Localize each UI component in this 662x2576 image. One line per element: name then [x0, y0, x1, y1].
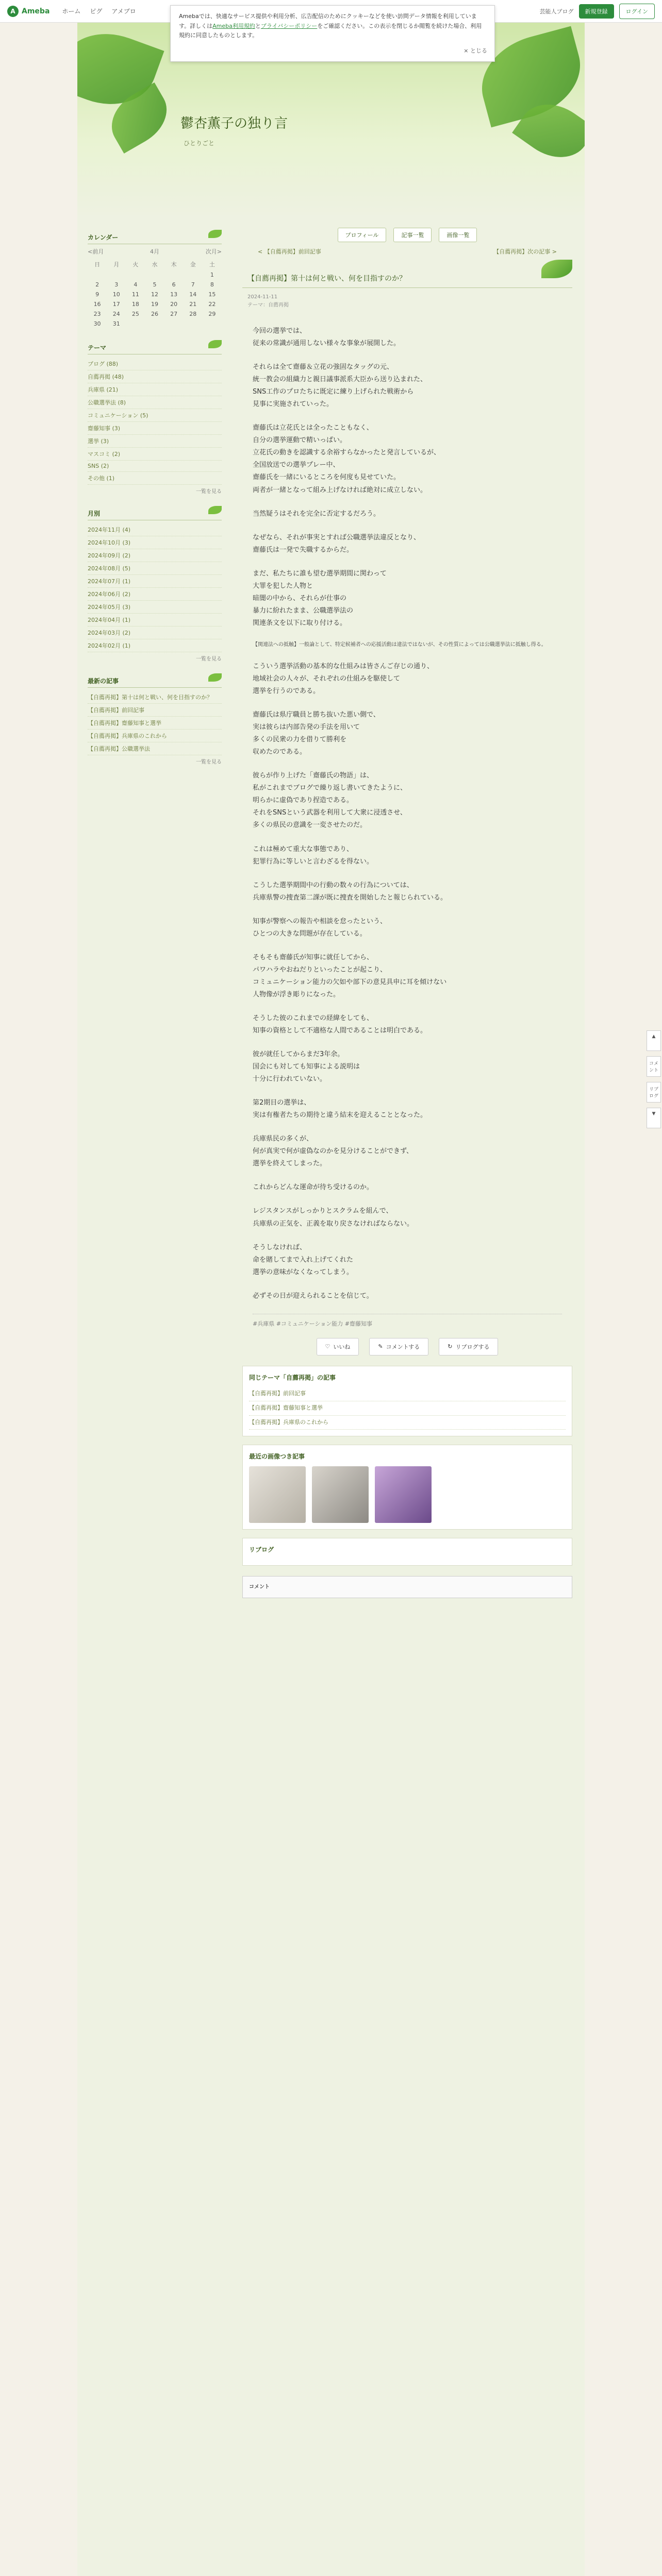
related-heading: 同じテーマ「自薦再掲」の記事	[249, 1374, 336, 1381]
calendar-heading-text: カレンダー	[88, 234, 119, 241]
theme-heading	[88, 340, 222, 354]
calendar-day: 2	[95, 281, 100, 288]
theme-heading-text: テーマ	[88, 344, 107, 351]
nav-home[interactable]: ホーム	[62, 8, 81, 15]
notice-close-button[interactable]: × とじる	[464, 47, 487, 55]
weekday: 火	[133, 261, 139, 268]
floating-reblog-button[interactable]: リブログ	[647, 1082, 661, 1103]
comments-section	[242, 1576, 572, 1598]
calendar-day	[164, 270, 184, 280]
calendar-weekdays	[88, 259, 222, 270]
calendar-day: 29	[208, 311, 216, 317]
recent-heading	[88, 673, 222, 688]
weekday: 土	[209, 261, 215, 268]
calendar-body	[88, 270, 222, 329]
comment-icon: ✎	[378, 1343, 383, 1350]
calendar-day	[88, 270, 107, 280]
notice-tail: をご確認ください。この表示を閉じるか閲覧を続けた場合、利用規約に同意したものとします。	[179, 22, 482, 39]
post-paragraph: レジスタンスがしっかりとスクラムを組んで、 兵庫県の正気を、正義を取り戻さなければならない。	[253, 1207, 414, 1228]
leaf-icon	[541, 260, 572, 278]
like-button[interactable]	[317, 1338, 359, 1355]
calendar-day: 15	[208, 291, 216, 298]
post-paragraph: そもそも齋藤氏が知事に就任してから、 パワハラやおねだりといったことが起こり、 コミュニケーション能力の欠如や部下の意見具申に耳を傾けない 人物像が浮き彫りになった。	[253, 953, 447, 998]
calendar-day	[126, 319, 145, 329]
post-paragraph: 兵庫県民の多くが、 何が真実で何が虚偽なのかを見分けることができず、 選挙を終えてしまった。	[253, 1135, 413, 1168]
login-button[interactable]: ログイン	[619, 4, 655, 19]
calendar-day: 3	[114, 281, 119, 288]
global-nav	[62, 7, 136, 15]
post-paragraph: 彼らが作り上げた「齋藤氏の物語」は、 私がこれまでブログで繰り返し書いてきたように、 明らかに虚偽であり捏造である。 それをSNSという武器を利用して大衆に浸透させ、 多くの県民の意識を一変させたのだ。	[253, 772, 407, 829]
calendar-day: 23	[93, 311, 101, 317]
weekday: 水	[152, 261, 158, 268]
calendar-day: 11	[131, 291, 139, 298]
post-paragraph: そうした彼のこれまでの経緯をしても、 知事の資格として不適格な人間であることは明白である。	[253, 1014, 427, 1035]
floating-comment-button[interactable]: コメント	[647, 1056, 661, 1077]
theme-item[interactable]: SNS (2)	[88, 461, 222, 472]
calendar-day: 20	[170, 301, 178, 308]
blog-page	[77, 23, 585, 2576]
next-post-link[interactable]: 【自薦再掲】次の記事 >	[493, 248, 557, 255]
tab-images[interactable]: 画像一覧	[439, 228, 477, 242]
calendar-day	[145, 319, 164, 329]
theme-more-link[interactable]: 一覧を見る	[196, 489, 222, 495]
photo-thumb[interactable]	[249, 1466, 306, 1523]
reblog-icon: ↻	[448, 1343, 453, 1350]
recent-heading-text: 最新の記事	[88, 677, 119, 685]
leaf-icon	[208, 673, 222, 682]
archive-list	[88, 523, 222, 652]
privacy-link[interactable]: プライバシーポリシー	[260, 22, 318, 29]
calendar-day: 28	[189, 311, 197, 317]
post-theme[interactable]: テーマ：自薦再掲	[247, 302, 289, 308]
calendar-day: 21	[189, 301, 197, 308]
scroll-top-button[interactable]: ▲	[647, 1030, 661, 1051]
post-body	[253, 325, 562, 1302]
related-post-item[interactable]: 【自薦再掲】前回記事	[249, 1387, 566, 1401]
ameba-logo-text: Ameba	[22, 7, 50, 15]
post-paragraph: これは極めて重大な事態であり、 犯罪行為に等しいと言わざるを得ない。	[253, 845, 374, 866]
calendar-week	[88, 270, 222, 280]
theme-item[interactable]: 公職選挙法 (8)	[88, 396, 222, 409]
calendar-day: 4	[134, 281, 138, 288]
photo-thumb[interactable]	[312, 1466, 369, 1523]
terms-link[interactable]: Ameba利用規約	[212, 22, 255, 29]
calendar-day: 12	[151, 291, 158, 298]
recent-photos	[242, 1445, 572, 1529]
post-title[interactable]	[242, 269, 572, 288]
post-paragraph: そうしなければ、 命を賭してまで入れ上げてくれた 選挙の意味がなくなってしまう。	[253, 1243, 354, 1276]
calendar-week	[88, 319, 222, 329]
post-paragraph: 今回の選挙では、 従来の常識が通用しない様々な事象が展開した。	[253, 327, 401, 348]
theme-item[interactable]: 兵庫県 (21)	[88, 383, 222, 396]
theme-item[interactable]: ブログ (88)	[88, 358, 222, 370]
theme-item[interactable]: 自薦再掲 (48)	[88, 370, 222, 383]
leaf-icon	[208, 506, 222, 514]
recent-post-item[interactable]: 【自薦再掲】第十は何と戦い、何を目指すのか？	[88, 691, 222, 704]
signup-button[interactable]: 新規登録	[579, 4, 614, 19]
tab-profile[interactable]: プロフィール	[338, 228, 387, 242]
calendar-nav	[88, 247, 222, 256]
blog-title[interactable]: 鬱杏薫子の独り言	[180, 116, 288, 131]
like-label: いいね	[333, 1343, 351, 1350]
main-content	[242, 218, 572, 1608]
scroll-bottom-button[interactable]: ▼	[647, 1108, 661, 1128]
post-pager	[258, 247, 557, 256]
calendar-week	[88, 299, 222, 309]
calendar-day	[107, 270, 126, 280]
related-post-item[interactable]: 【自薦再掲】齋藤知事と選挙	[249, 1401, 566, 1416]
post-date: 2024-11-11	[247, 294, 278, 300]
calendar-day: 18	[131, 301, 139, 308]
calendar	[88, 259, 222, 329]
reaction-bar	[242, 1338, 572, 1355]
archive-item[interactable]: 2024年10月 (3)	[88, 536, 222, 549]
calendar-day	[145, 270, 164, 280]
notice-mid: と	[255, 22, 261, 29]
cookie-notice	[170, 5, 495, 62]
related-post-item[interactable]: 【自薦再掲】兵庫県のこれから	[249, 1416, 566, 1430]
calendar-day: 30	[93, 320, 101, 327]
post-paragraph: 齋藤氏は県庁職員と勝ち抜いた悪い側で、 実は彼らは内部告発の手法を用いて 多くの民衆の力を借りて勝利を 収めたのである。	[253, 711, 380, 756]
calendar-day: 1	[210, 272, 214, 278]
floating-actions	[647, 1030, 662, 1128]
calendar-day: 27	[170, 311, 178, 317]
photo-thumbs	[249, 1466, 566, 1523]
calendar-day: 13	[170, 291, 178, 298]
comment-label: コメントする	[386, 1343, 420, 1350]
calendar-day: 9	[95, 291, 100, 298]
weekday: 木	[171, 261, 177, 268]
notice-text: Amebaでは、快適なサービス提供や利用分析、広告配信のためにクッキーなどを使い訪問データ情報を利用しています。詳しくは	[179, 13, 477, 29]
calendar-day: 14	[189, 291, 197, 298]
archive-item[interactable]: 2024年09月 (2)	[88, 549, 222, 562]
nav-pigg[interactable]: ピグ	[90, 8, 103, 15]
calendar-next[interactable]: 次月>	[205, 248, 222, 255]
comments-heading: コメント	[249, 1584, 270, 1590]
post-paragraph: こういう選挙活動の基本的な仕組みは皆さんご存じの通り、 地域社会の人々が、それぞれの仕組みを駆使して 選挙を行うのである。	[253, 662, 434, 696]
photos-heading: 最近の画像つき記事	[249, 1453, 305, 1461]
weekday: 月	[113, 261, 120, 268]
weekday: 金	[190, 261, 196, 268]
archive-item[interactable]: 2024年02月 (1)	[88, 639, 222, 652]
sidebar	[77, 218, 232, 765]
calendar-heading	[88, 230, 222, 244]
ameba-logo[interactable]	[7, 6, 49, 17]
calendar-prev[interactable]: <前月	[88, 248, 104, 255]
archive-item[interactable]: 2024年03月 (2)	[88, 626, 222, 639]
post-tags[interactable]: #兵庫県 #コミュニケーション能力 #齋藤知事	[253, 1314, 562, 1328]
calendar-day: 7	[191, 281, 195, 288]
calendar-day: 6	[172, 281, 176, 288]
calendar-month: 4月	[150, 248, 159, 255]
leaf-icon	[208, 230, 222, 238]
theme-item[interactable]: 選挙 (3)	[88, 435, 222, 448]
tab-articles[interactable]: 記事一覧	[393, 228, 432, 242]
calendar-day: 16	[93, 301, 101, 308]
recent-post-item[interactable]: 【自薦再掲】兵庫県のこれから	[88, 730, 222, 742]
related-list	[249, 1387, 566, 1430]
related-posts	[242, 1366, 572, 1436]
archive-heading	[88, 506, 222, 520]
reblog-label: リブログする	[455, 1343, 490, 1350]
leaf-icon	[208, 340, 222, 348]
archive-item[interactable]: 2024年07月 (1)	[88, 575, 222, 588]
blog-tabs	[242, 228, 572, 242]
post-paragraph: 彼が就任してからまだ3年余。 国会にも対しても知事による説明は 十分に行われていない。	[253, 1050, 360, 1083]
post-meta	[247, 293, 567, 310]
calendar-week	[88, 280, 222, 290]
archive-item[interactable]: 2024年04月 (1)	[88, 614, 222, 626]
calendar-day: 26	[151, 311, 158, 317]
nav-ameblo[interactable]: アメブロ	[111, 8, 136, 15]
post-paragraph: 必ずその日が迎えられることを信じて。	[253, 1292, 373, 1300]
post-paragraph: 当然疑うはそれを完全に否定するだろう。	[253, 510, 380, 518]
calendar-day: 19	[151, 301, 158, 308]
weekday: 日	[94, 261, 101, 268]
recent-post-item[interactable]: 【自薦再掲】齋藤知事と選挙	[88, 717, 222, 730]
heart-icon: ♡	[325, 1343, 330, 1350]
post-paragraph: それらは全て齋藤＆立花の強固なタッグの元、 統一教会の組織力と親日議事派系大臣から送り込まれた、 SNS工作のプロたちに既定に練り上げられた戦術から 見事に実施されていった。	[253, 363, 427, 409]
ameba-logo-icon: A	[7, 6, 19, 17]
calendar-day: 25	[131, 311, 139, 317]
calendar-day: 17	[112, 301, 120, 308]
reblog-button[interactable]	[439, 1338, 498, 1355]
theme-list	[88, 358, 222, 485]
calendar-day: 10	[112, 291, 120, 298]
post-paragraph: これからどんな運命が待ち受けるのか。	[253, 1183, 374, 1192]
calendar-day	[203, 319, 222, 329]
calendar-week	[88, 309, 222, 319]
calendar-day	[126, 270, 145, 280]
calendar-day	[184, 270, 203, 280]
archive-item[interactable]: 2024年11月 (4)	[88, 523, 222, 536]
prev-post-link[interactable]: < 【自薦再掲】前回記事	[258, 248, 321, 255]
recent-post-item[interactable]: 【自薦再掲】前回記事	[88, 704, 222, 717]
photo-thumb[interactable]	[375, 1466, 432, 1523]
post-paragraph: なぜなら、それが事実とすれば公職選挙法違反となり、 齋藤氏は一発で失職するからだ。	[253, 533, 421, 554]
post-paragraph: まだ、私たちに誰も望む選挙期間に関わって 大罪を犯した人物と 暗闇の中から、それらが仕事の 暴力に紛れたまま、公職選挙法の 関連条文を以下に取り付ける。	[253, 569, 387, 627]
reblog-heading: リブログ	[249, 1546, 274, 1553]
archive-more-link[interactable]: 一覧を見る	[196, 656, 222, 662]
post-paragraph: こうした選挙期間中の行動の数々の行為については、 兵庫県警の捜査第二課が既に捜査を開始したと報じられている。	[253, 881, 448, 902]
calendar-day: 8	[210, 281, 214, 288]
post-paragraph: 第2期目の選挙は、 実は有権者たちの期待と違う結末を迎えることとなった。	[253, 1099, 427, 1120]
calendar-day: 5	[153, 281, 157, 288]
archive-heading-text: 月別	[88, 510, 101, 517]
theme-item[interactable]: マスコミ (2)	[88, 448, 222, 461]
calendar-day	[164, 319, 184, 329]
comment-button[interactable]	[369, 1338, 428, 1355]
global-actions	[540, 4, 655, 19]
reblog-section	[242, 1538, 572, 1566]
recent-more-link[interactable]: 一覧を見る	[196, 759, 222, 765]
post-notes: 【関連法への抵触】一般論として、特定候補者への応援活動は違法ではないが、その性質によっては公職選挙法に抵触し得る。	[253, 641, 547, 648]
archive-item[interactable]: 2024年05月 (3)	[88, 601, 222, 614]
calendar-day: 22	[208, 301, 216, 308]
recent-post-item[interactable]: 【自薦再掲】公職選挙法	[88, 742, 222, 755]
theme-item[interactable]: 齋藤知事 (3)	[88, 422, 222, 435]
calendar-day: 31	[112, 320, 120, 327]
archive-item[interactable]: 2024年08月 (5)	[88, 562, 222, 575]
theme-item[interactable]: コミュニケーション (5)	[88, 409, 222, 422]
theme-item[interactable]: その他 (1)	[88, 472, 222, 485]
post-paragraph: 齋藤氏は立花氏とは全ったこともなく、 自分の選挙運動で精いっぱい。 立花氏の動きを認識する余裕すらなかったと発言しているが、 全国放送での選挙プレー中、 齋藤氏を一緒にいるところを何度も見せていた。 両者が一緒となって組み上げなければ絶対に成立しない。	[253, 424, 441, 494]
post-title-text: 【自薦再掲】第十は何と戦い、何を目指すのか？	[247, 275, 406, 283]
calendar-day: 24	[112, 311, 120, 317]
celebrity-blog-link[interactable]: 芸能人ブログ	[539, 8, 574, 15]
archive-item[interactable]: 2024年06月 (2)	[88, 588, 222, 601]
recent-list	[88, 691, 222, 755]
blog-description: ひとりごと	[184, 140, 215, 147]
calendar-day	[184, 319, 203, 329]
post-paragraph: 知事が警察への報告や相談を怠ったという、 ひとつの大きな問題が存在している。	[253, 917, 387, 938]
calendar-week	[88, 290, 222, 299]
